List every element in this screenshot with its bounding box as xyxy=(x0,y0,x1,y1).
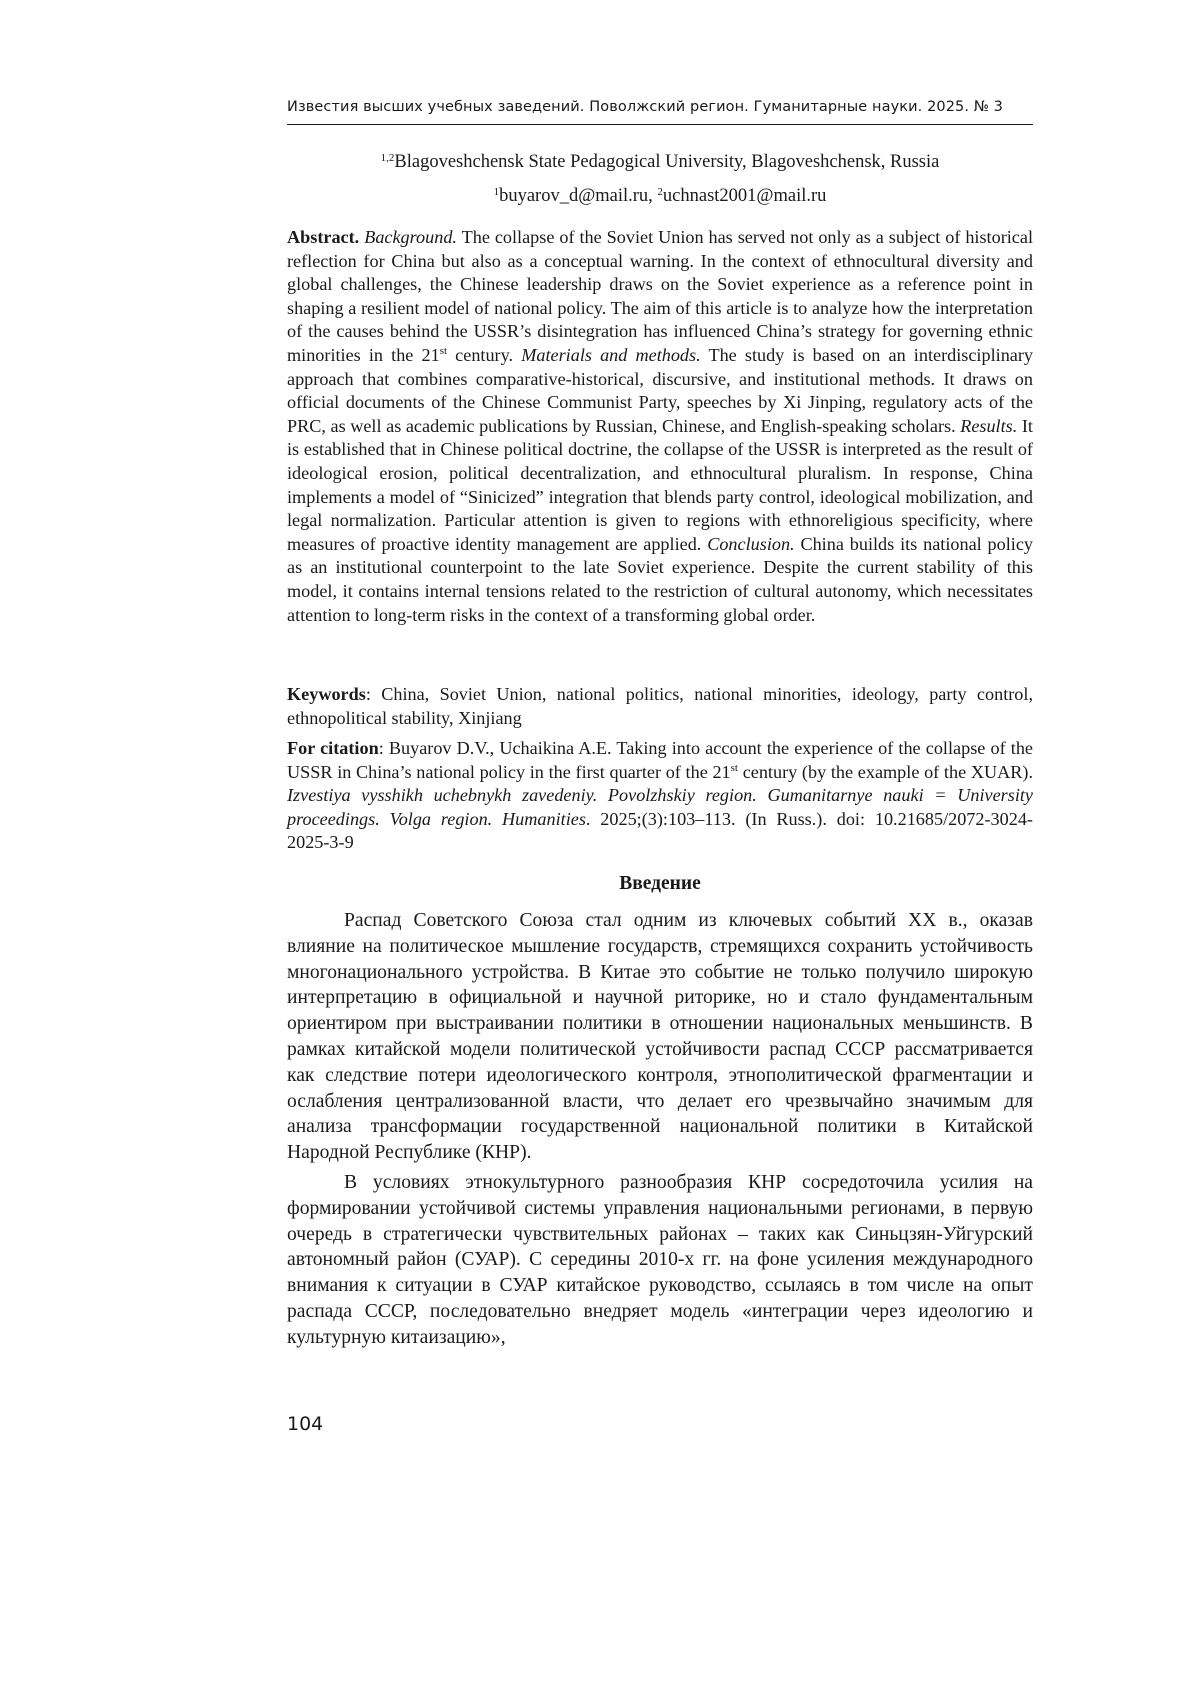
background-tail: century. xyxy=(447,344,522,365)
email-separator: , xyxy=(648,186,658,206)
citation-paragraph xyxy=(287,737,1033,855)
citation xyxy=(287,737,1033,855)
citation-text-c: . 2025;(3):103–113. (In Russ.). doi: 10.21685/2072-3024-2025-3-9 xyxy=(287,808,1033,853)
section-heading: Введение xyxy=(619,873,701,894)
results-text: It is established that in Chinese political doctrine, the collapse of the USSR is interpreted as the result of ideological erosion, political decentralization, and ethnocultural pluralism. In response, China implements a model of “Sinicized” integration that blends party control, ideological mobilization, and legal normalization. Particular attention is given to regions with ethnoreligious specificity, where measures of proactive identity management are applied. xyxy=(287,415,1033,554)
citation-text-b: century (by the example of the XUAR). xyxy=(738,761,1033,782)
affiliation-sup: 1,2 xyxy=(380,152,395,164)
email-2[interactable]: uchnast2001@mail.ru xyxy=(662,186,827,206)
methods-text: The study is based on an interdisciplinary approach that combines comparative-historical, discursive, and institutional methods. It draws on official documents of the Chinese Communist Party, speeches by Xi Jinping, regulatory acts of the PRC, as well as academic publications by Russian, Chinese, and English-speaking scholars. xyxy=(287,344,1034,436)
citation-label: For citation xyxy=(287,738,379,758)
affiliation-text: Blagoveshchensk State Pedagogical University, Blagoveshchensk, Russia xyxy=(394,152,940,172)
keywords-label: Keywords xyxy=(287,684,366,704)
citation-text-a: : Buyarov D.V., Uchaikina A.E. Taking into account the experience of the collapse of the USSR in China’s national policy in the first quarter of the 21 xyxy=(287,738,1033,782)
methods-label: Materials and methods. xyxy=(521,344,701,365)
abstract-paragraph xyxy=(287,226,1033,627)
abstract xyxy=(287,226,1033,627)
results-label: Results. xyxy=(960,415,1018,436)
running-header: Известия высших учебных заведений. Поволжский регион. Гуманитарные науки. 2025. № 3 xyxy=(287,99,1004,115)
keywords-text: : China, Soviet Union, national politics, national minorities, ideology, party control, ethnopolitical stability, Xinjiang xyxy=(287,684,1033,728)
abstract-label: Abstract. xyxy=(287,227,360,247)
email2-sup: 2 xyxy=(657,186,663,198)
citation-sup: st xyxy=(730,761,738,774)
background-sup: st xyxy=(439,344,448,357)
conclusion-label: Conclusion. xyxy=(707,533,795,554)
body-text xyxy=(287,908,1033,1351)
background-text: The collapse of the Soviet Union has served not only as a subject of historical reflection for China but also as a conceptual warning. In the context of ethnocultural diversity and global challenges, the Chinese leadership draws on the Soviet experience as a reference point in shaping a resilient model of national policy. The aim of this article is to analyze how the interpretation of the causes behind the USSR’s disintegration has influenced China’s strategy for governing ethnic minorities in the 21 xyxy=(287,227,1034,365)
email1-sup: 1 xyxy=(493,186,500,198)
email-1[interactable]: buyarov_d@mail.ru xyxy=(499,186,649,206)
keywords xyxy=(287,683,1033,730)
citation-journal: Izvestiya vysshikh uchebnykh zavedeniy. Povolzhskiy region. Gumanitarnye nauki = University proceedings. Volga region. Humanities xyxy=(287,785,1033,829)
conclusion-text: China builds its national policy as an institutional counterpoint to the late Soviet experience. Despite the current stability of this model, it contains internal tensions related to the restriction of cultural autonomy, which necessitates attention to long-term risks in the context of a transforming global order. xyxy=(287,533,1033,625)
background-label: Background. xyxy=(364,227,457,247)
affiliation-line xyxy=(287,143,1033,177)
header-rule xyxy=(287,124,1033,125)
body-paragraph: В условиях этнокультурного разнообразия КНР сосредоточила усилия на формировании устойчивой системы управления национальными регионами, в первую очередь в стратегически чувствительных районах – таких как Синьцзян-Уйгурский автономный район (СУАР). С середины 2010-х гг. на фоне усиления международного внимания к ситуации в СУАР китайское руководство, ссылаясь в том числе на опыт распада СССР, последовательно внедряет модель «интеграции через идеологию и культурную китаизацию», xyxy=(287,1171,1033,1348)
body-paragraph: Распад Советского Союза стал одним из ключевых событий XX в., оказав влияние на политическое мышление государств, стремящихся сохранить устойчивость многонационального устройства. В Китае это событие не только получило широкую интерпретацию в официальной и научной риторике, но и стало фундаментальным ориентиром при выстраивании политики в отношении национальных меньшинств. В рамках китайской модели политической устойчивости распад СССР рассматривается как следствие потери идеологического контроля, этнополитической фрагментации и ослабления централизованной власти, что делает его чрезвычайно значимым для анализа трансформации государственной национальной политики в Китайской Народной Республике (КНР). xyxy=(287,910,1033,1164)
page-number: 104 xyxy=(287,1413,324,1435)
affiliation-block xyxy=(287,143,1033,211)
keywords-paragraph xyxy=(287,683,1033,730)
email-line xyxy=(287,177,1033,211)
